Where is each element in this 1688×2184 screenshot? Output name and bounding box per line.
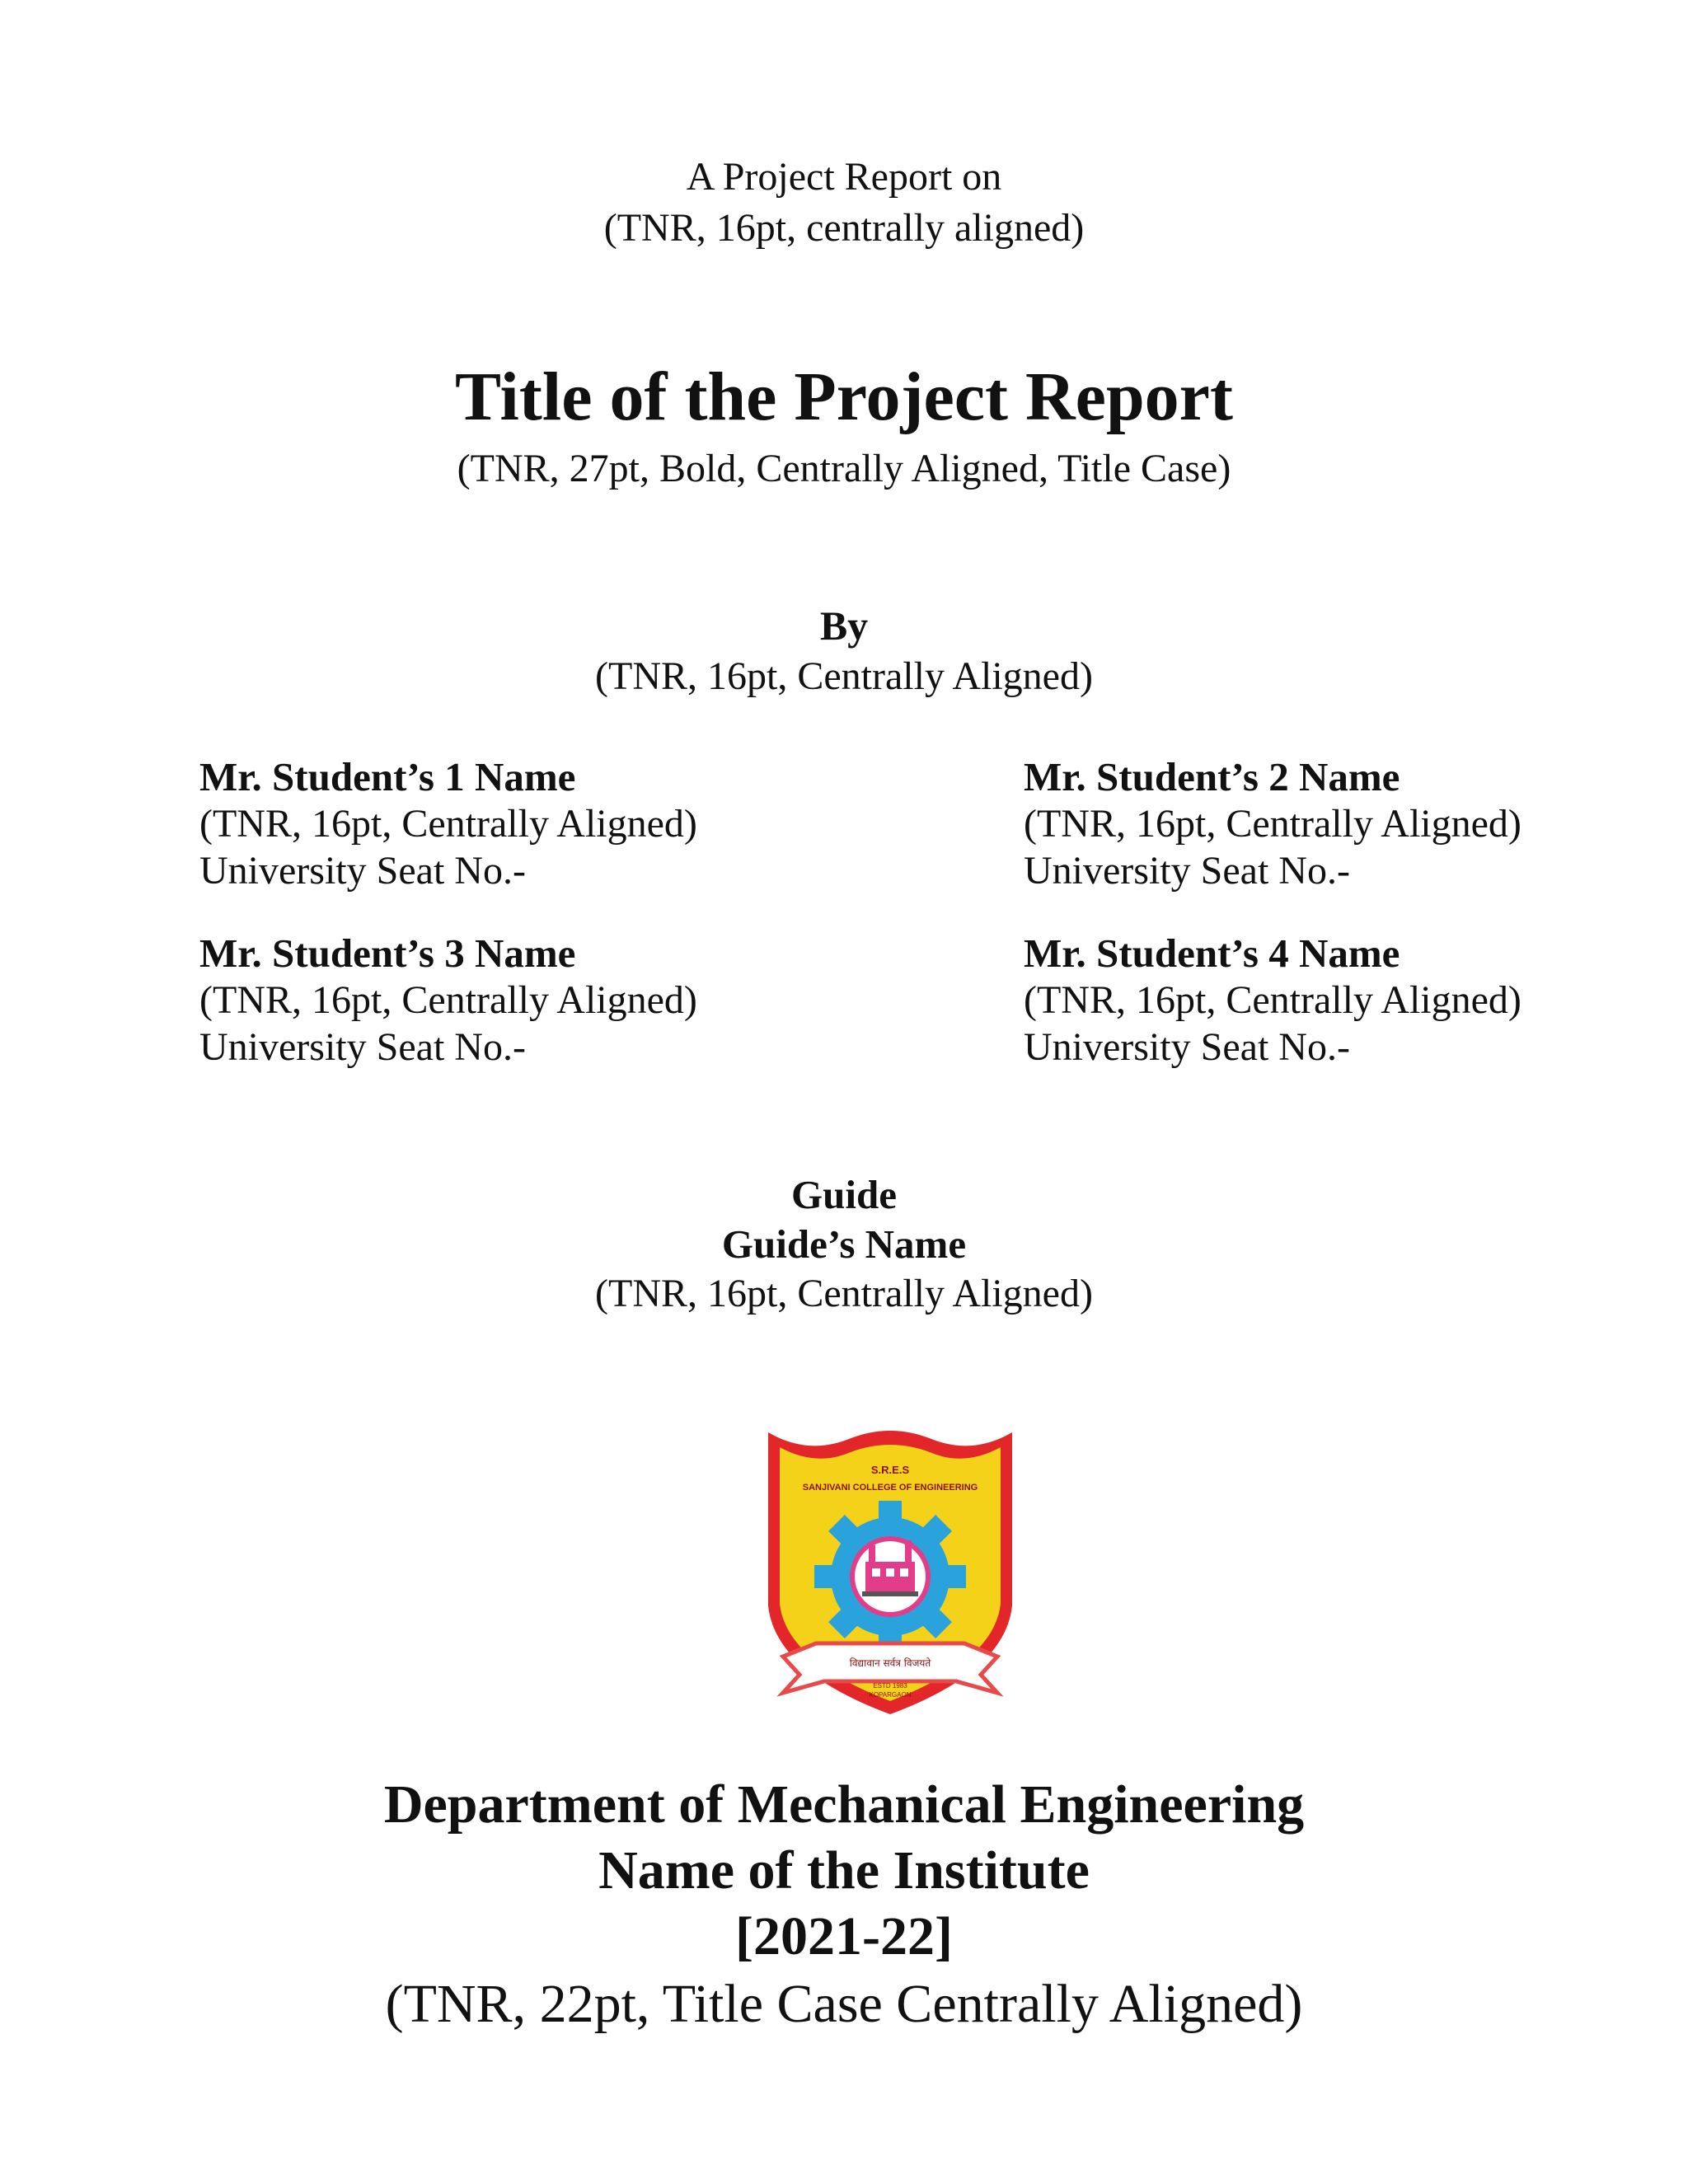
student-name: Mr. Student’s 2 Name [1024,754,1400,799]
student-seat-no: University Seat No.- [199,1025,526,1069]
student-format-note: (TNR, 16pt, Centrally Aligned) [199,978,697,1022]
student-name: Mr. Student’s 1 Name [199,754,576,799]
report-title: Title of the Project Report [455,359,1233,435]
intro-line: A Project Report on [686,155,1002,199]
student-name: Mr. Student’s 4 Name [1024,930,1400,976]
guide-block [0,1170,1688,1319]
logo-estd: ESTD 1983 [873,1682,907,1690]
student-block-1 [199,753,875,894]
student-seat-no: University Seat No.- [1024,1025,1350,1069]
student-format-note: (TNR, 16pt, Centrally Aligned) [1024,802,1522,846]
student-name: Mr. Student’s 3 Name [199,930,576,976]
student-seat-no: University Seat No.- [1024,849,1350,893]
institute-name: Name of the Institute [598,1840,1090,1900]
by-format-note: (TNR, 16pt, Centrally Aligned) [595,654,1093,698]
student-block-2 [1024,753,1688,894]
guide-name: Guide’s Name [721,1221,967,1267]
student-format-note: (TNR, 16pt, Centrally Aligned) [1024,978,1522,1022]
logo-college-text: SANJIVANI COLLEGE OF ENGINEERING [802,1483,978,1493]
college-logo [758,1416,1022,1722]
logo-motto: विद्यावान सर्वत्र विजयते [849,1657,931,1669]
footer-format-note: (TNR, 22pt, Title Case Centrally Aligned) [385,1974,1303,2034]
by-label: By [819,602,869,649]
report-intro [0,152,1688,254]
student-block-3 [199,930,875,1071]
academic-year: [2021-22] [735,1906,953,1966]
student-seat-no: University Seat No.- [199,849,526,893]
guide-label: Guide [791,1172,897,1217]
logo-top-text: S.R.E.S [870,1464,910,1476]
logo-place: KOPARGAON [869,1691,912,1699]
title-format-note: (TNR, 27pt, Bold, Centrally Aligned, Title Case) [457,447,1231,490]
department-name: Department of Mechanical Engineering [383,1774,1305,1835]
student-format-note: (TNR, 16pt, Centrally Aligned) [199,802,697,846]
intro-format-note: (TNR, 16pt, centrally aligned) [603,206,1085,250]
guide-format-note: (TNR, 16pt, Centrally Aligned) [595,1272,1093,1315]
student-block-4 [1024,930,1688,1071]
gear-icon [814,1501,966,1652]
